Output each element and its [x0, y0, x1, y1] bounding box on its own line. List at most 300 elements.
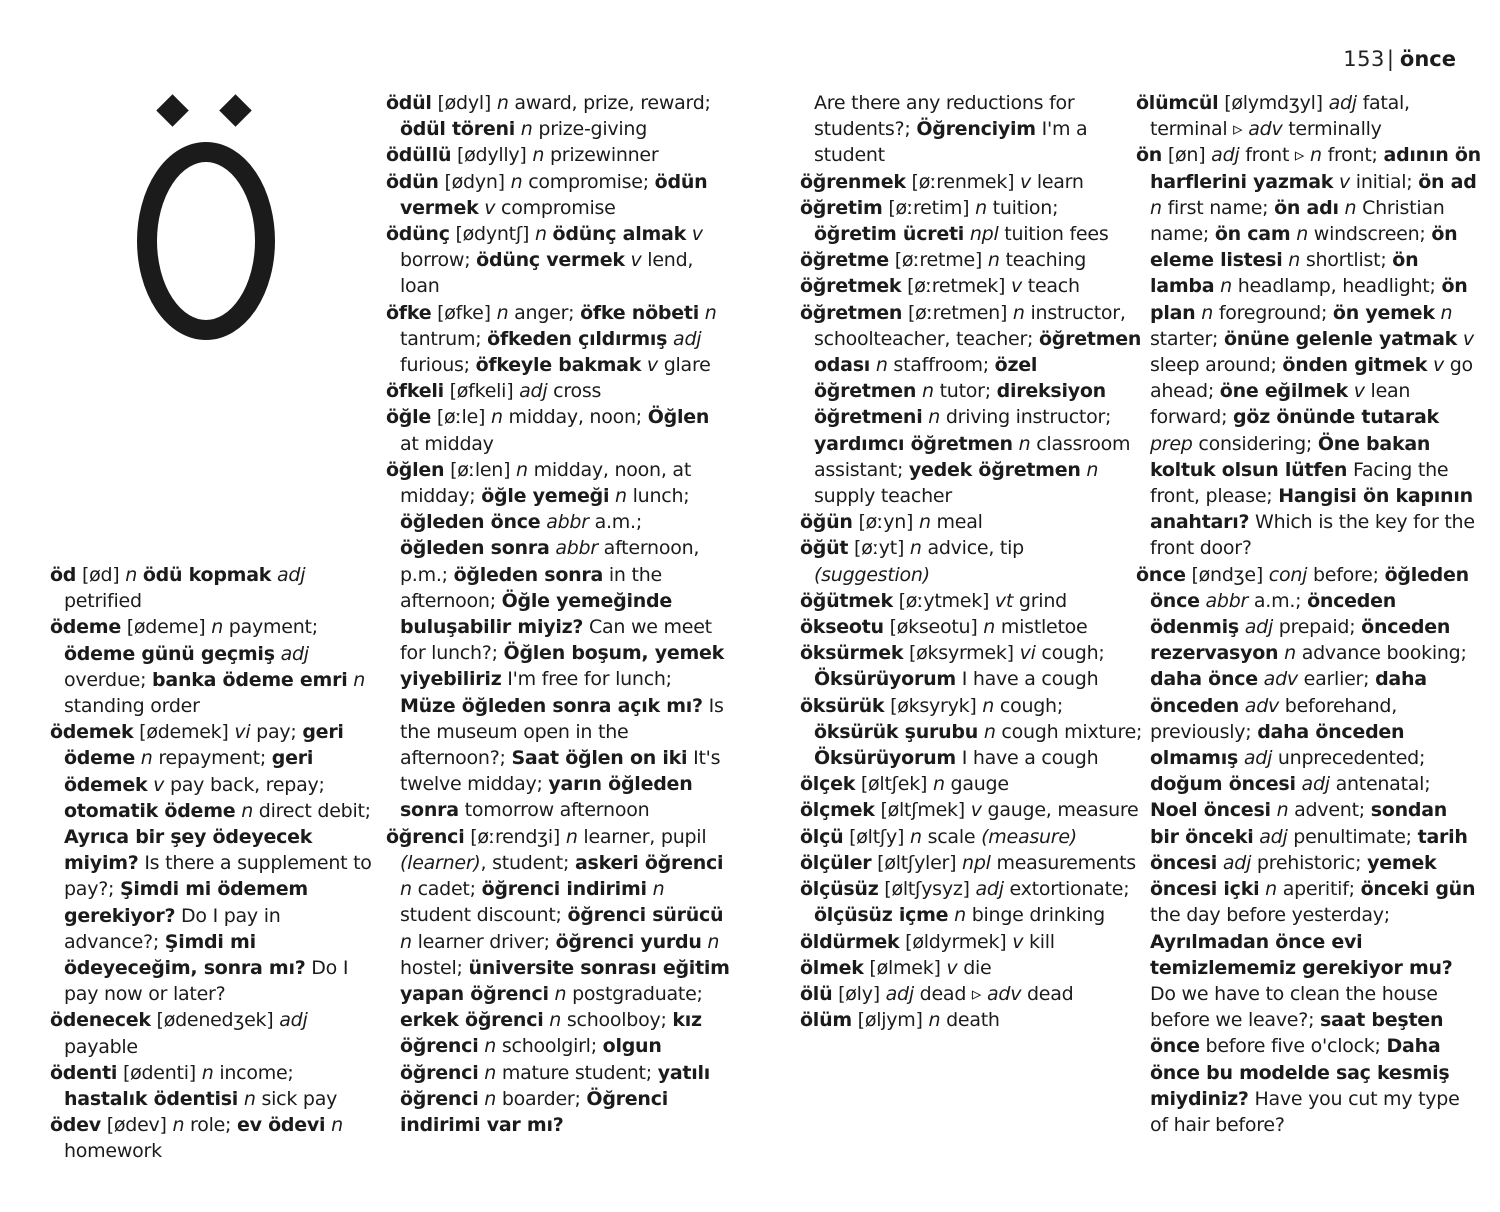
- entry-headword: doğum öncesi: [1150, 773, 1296, 796]
- entry-text: supply teacher: [814, 485, 952, 508]
- entry-headword: ödül: [386, 92, 432, 114]
- entry-text: a.m.;: [1248, 589, 1308, 612]
- entry-headword: öğrenci indirimi: [481, 878, 647, 901]
- page-number: 153: [1343, 47, 1385, 71]
- entry-headword: ölçüler: [800, 851, 872, 874]
- entry-text: [øːlen]: [444, 458, 517, 481]
- entry-headword: öğüt: [800, 537, 849, 560]
- entry-headword: öksürük şurubu: [814, 720, 979, 743]
- entry-grammar-label: n: [652, 878, 665, 901]
- entry-headword: erkek öğrenci: [400, 1009, 544, 1032]
- entry-grammar-label: adj: [1222, 851, 1252, 874]
- entry-grammar-label: npl: [969, 223, 999, 246]
- entry-headword: öğütmek: [800, 589, 893, 612]
- dictionary-entry: [800, 850, 1145, 876]
- entry-text: Do I pay in advance?;: [64, 904, 281, 953]
- entry-text: Is there a supplement to pay?;: [64, 852, 372, 901]
- entry-text: boarder;: [496, 1087, 587, 1110]
- entry-headword: ödenecek: [50, 1009, 151, 1032]
- entry-headword: öğleden sonra: [400, 537, 550, 560]
- dictionary-entry: [800, 273, 1145, 299]
- entry-text: cadet;: [411, 878, 482, 901]
- entry-headword: ön: [1136, 144, 1163, 167]
- entry-grammar-label: n: [243, 1088, 256, 1111]
- entry-text: I'm free for lunch;: [501, 668, 672, 691]
- entry-grammar-label: npl: [962, 851, 991, 874]
- entry-headword: öğün: [800, 511, 853, 534]
- entry-text: dead ▹: [913, 982, 987, 1005]
- entry-grammar-label: n: [484, 1087, 497, 1110]
- entry-grammar-label: n: [484, 1035, 497, 1058]
- entry-headword: ölçüsüz içme: [814, 904, 949, 927]
- entry-headword: ev ödevi: [236, 1114, 326, 1137]
- dictionary-column-2: [386, 90, 731, 1138]
- entry-grammar-label: adj: [1328, 92, 1357, 114]
- entry-headword: otomatik ödeme: [64, 799, 236, 822]
- entry-headword: banka ödeme emri: [152, 668, 348, 691]
- entry-text: [ølymdʒyl]: [1218, 92, 1329, 114]
- dictionary-entry: [50, 719, 380, 1007]
- entry-text: [øːyn]: [852, 511, 919, 534]
- entry-grammar-label: n: [910, 825, 922, 848]
- entry-text: repayment;: [152, 747, 272, 770]
- dictionary-entry: [386, 142, 731, 168]
- dictionary-entry: [386, 378, 731, 404]
- entry-grammar-label: adj: [1244, 616, 1273, 639]
- entry-text: Do I pay now or later?: [64, 957, 349, 1006]
- entry-text: [øːretme]: [888, 249, 988, 272]
- dictionary-entry: [50, 1112, 380, 1164]
- entry-grammar-label: n: [1018, 432, 1031, 455]
- entry-grammar-label: adj: [1301, 773, 1330, 796]
- entry-headword: ön ad: [1418, 170, 1477, 193]
- entry-headword: öğretmek: [800, 275, 902, 298]
- entry-text: lunch;: [626, 485, 690, 508]
- entry-grammar-label: n: [1310, 144, 1322, 167]
- entry-text: headlamp, headlight;: [1231, 275, 1442, 298]
- entry-grammar-label: v: [691, 223, 703, 246]
- dictionary-entry: [386, 169, 731, 221]
- entry-headword: ön lamba: [1150, 249, 1419, 298]
- entry-text: first name;: [1161, 196, 1275, 219]
- entry-headword: önden gitmek: [1282, 354, 1428, 377]
- entry-grammar-label: n: [496, 301, 509, 324]
- entry-text: [øfke]: [431, 301, 497, 324]
- entry-text: [øndʒe]: [1185, 563, 1269, 586]
- entry-grammar-label: vi: [1019, 642, 1036, 665]
- entry-grammar-label: n: [554, 982, 567, 1005]
- entry-headword: geri ödemek: [64, 747, 314, 796]
- entry-grammar-label: v: [1010, 275, 1022, 298]
- entry-text: teach: [1021, 275, 1080, 298]
- entry-grammar-label: n: [490, 406, 503, 429]
- dictionary-entry: [1136, 142, 1481, 561]
- entry-text: binge drinking: [965, 904, 1105, 927]
- entry-text: [ødenedʒek]: [150, 1009, 280, 1032]
- entry-grammar-label: (suggestion): [814, 563, 930, 586]
- entry-grammar-label: n: [1344, 196, 1357, 219]
- entry-headword: üniversite sonrası eğitim yapan öğrenci: [400, 956, 730, 1005]
- entry-text: [øːytmek]: [892, 589, 995, 612]
- entry-text: unprecedented;: [1272, 747, 1426, 770]
- entry-grammar-label: n: [982, 694, 995, 717]
- entry-grammar-label: n: [549, 1009, 562, 1032]
- entry-text: hostel;: [400, 956, 469, 979]
- entry-grammar-label: n: [1012, 301, 1025, 324]
- entry-grammar-label: n: [1440, 301, 1453, 324]
- entry-text: Which is the key for the front door?: [1150, 511, 1475, 560]
- entry-headword: ödeme günü geçmiş: [64, 642, 275, 665]
- entry-text: Can we meet for lunch?;: [400, 616, 712, 665]
- entry-text: cough;: [994, 694, 1063, 717]
- entry-headword: Noel öncesi: [1150, 799, 1271, 822]
- entry-grammar-label: n: [928, 406, 941, 429]
- dictionary-entry: [800, 1007, 1145, 1033]
- dictionary-entry: [800, 195, 1145, 247]
- entry-text: cross: [547, 380, 602, 403]
- entry-grammar-label: n: [928, 1009, 941, 1032]
- entry-text: prepaid;: [1272, 616, 1362, 639]
- entry-text: midday, noon;: [502, 406, 648, 429]
- entry-grammar-label: n: [875, 354, 888, 377]
- entry-headword: Öne bakan koltuk olsun lütfen: [1150, 432, 1431, 481]
- dictionary-entry: [800, 169, 1145, 195]
- entry-grammar-label: (measure): [981, 825, 1077, 848]
- dictionary-entry: [50, 1007, 380, 1059]
- entry-headword: Öksürüyorum: [814, 668, 956, 691]
- entry-grammar-label: adv: [1263, 668, 1298, 691]
- entry-headword: Şimdi mi ödeyeceğim, sonra mı?: [64, 930, 306, 980]
- entry-grammar-label: adv: [1244, 694, 1279, 717]
- entry-grammar-label: adj: [975, 878, 1004, 901]
- entry-headword: öğleden önce: [400, 511, 541, 534]
- entry-text: payable: [64, 1035, 138, 1058]
- entry-text: the day before yesterday;: [1150, 904, 1390, 927]
- entry-text: [ødyl]: [431, 92, 497, 114]
- entry-headword: ödün: [386, 170, 439, 193]
- entry-grammar-label: n: [331, 1114, 343, 1137]
- entry-headword: ökseotu: [800, 616, 884, 639]
- entry-text: [øːrenmek]: [905, 170, 1021, 193]
- entry-headword: öğle yemeği: [481, 485, 610, 508]
- entry-headword: öğretmen: [800, 301, 903, 324]
- entry-text: [ød]: [76, 564, 126, 586]
- entry-headword: hastalık ödentisi: [64, 1088, 239, 1111]
- entry-grammar-label: n: [1276, 799, 1289, 822]
- entry-text: [øːretmen]: [902, 301, 1013, 324]
- entry-grammar-label: n: [1296, 223, 1308, 246]
- entry-grammar-label: vt: [994, 589, 1014, 612]
- entry-text: anger;: [508, 301, 581, 324]
- entry-text: [ølmek]: [863, 956, 947, 979]
- entry-grammar-label: n: [918, 511, 931, 534]
- entry-headword: öğretim ücreti: [814, 223, 965, 246]
- entry-grammar-label: adj: [280, 642, 309, 665]
- entry-grammar-label: n: [615, 485, 627, 508]
- entry-text: Have you cut my type of hair before?: [1150, 1087, 1460, 1136]
- entry-text: furious;: [400, 354, 476, 377]
- entry-grammar-label: n: [922, 380, 934, 403]
- page-header: [1343, 44, 1456, 74]
- entry-headword: Ayrıca bir şey ödeyecek miyim?: [64, 826, 313, 875]
- dictionary-entry: [800, 300, 1145, 510]
- dictionary-entry: [800, 797, 1145, 823]
- entry-grammar-label: v: [1339, 170, 1350, 193]
- entry-grammar-label: n: [400, 878, 412, 901]
- entry-headword: önceden ödenmiş: [1150, 589, 1397, 639]
- entry-grammar-label: n: [172, 1114, 185, 1137]
- entry-grammar-label: n: [510, 170, 523, 193]
- entry-text: classroom assistant;: [814, 432, 1131, 481]
- entry-grammar-label: n: [1086, 458, 1099, 481]
- entry-text: Do we have to clean the house before we leave?;: [1150, 982, 1438, 1032]
- entry-text: shortlist;: [1300, 249, 1393, 272]
- entry-grammar-label: adv: [987, 982, 1022, 1005]
- entry-text: [øksyryk]: [884, 694, 983, 717]
- entry-text: [øːyt]: [848, 537, 910, 560]
- dictionary-entry: [386, 300, 731, 379]
- entry-text: antenatal;: [1329, 773, 1431, 796]
- entry-headword: ön cam: [1214, 223, 1291, 246]
- dictionary-entry: [386, 221, 731, 300]
- entry-headword: ödüllü: [386, 144, 452, 167]
- entry-grammar-label: v: [1353, 380, 1365, 403]
- entry-text: postgraduate;: [566, 982, 703, 1005]
- entry-text: [øːretim]: [882, 196, 976, 219]
- entry-headword: ölçüsüz: [800, 878, 879, 901]
- entry-grammar-label: n: [1265, 878, 1277, 901]
- entry-text: schoolgirl;: [496, 1035, 603, 1058]
- entry-grammar-label: n: [932, 773, 945, 796]
- entry-text: midday, noon, at midday;: [400, 458, 692, 508]
- entry-headword: önce: [1136, 563, 1186, 586]
- entry-text: [øfkeli]: [443, 380, 520, 403]
- entry-text: scale: [921, 825, 982, 848]
- dictionary-column-4: [1136, 90, 1481, 1138]
- entry-grammar-label: adj: [673, 327, 702, 350]
- entry-text: student discount;: [400, 904, 568, 927]
- entry-text: learner, pupil: [577, 825, 707, 848]
- entry-text: before five o'clock;: [1199, 1035, 1387, 1058]
- entry-text: considering;: [1192, 432, 1318, 455]
- entry-text: afternoon, p.m.;: [400, 537, 700, 586]
- entry-headword: Öğlen boşum, yemek yiyebiliriz: [400, 642, 725, 691]
- entry-grammar-label: v: [1432, 354, 1444, 377]
- entry-headword: ödev: [50, 1114, 101, 1137]
- entry-grammar-label: n: [516, 458, 528, 481]
- entry-text: advance booking;: [1295, 642, 1467, 665]
- entry-headword: yarın öğleden sonra: [400, 773, 693, 822]
- entry-grammar-label: v: [646, 354, 658, 377]
- entry-grammar-label: v: [946, 956, 958, 979]
- entry-text: compromise;: [522, 170, 655, 193]
- entry-grammar-label: n: [1220, 275, 1232, 298]
- entry-headword: Öğrenciyim: [916, 118, 1036, 141]
- entry-headword: öğle: [386, 406, 432, 429]
- entry-text: gauge: [944, 773, 1009, 796]
- entry-headword: ölüm: [800, 1009, 852, 1032]
- entry-text: before;: [1307, 563, 1385, 586]
- entry-grammar-label: adv: [1248, 118, 1283, 141]
- entry-text: [øltʃmek]: [874, 799, 971, 822]
- dictionary-column-1: [50, 562, 380, 1165]
- dictionary-entry: [386, 90, 731, 142]
- entry-text: [øltʃy]: [843, 825, 910, 848]
- entry-headword: öksürmek: [800, 642, 904, 665]
- entry-text: [øltʃek]: [855, 773, 933, 796]
- entry-headword: Öğrenci indirimi var mı?: [400, 1087, 668, 1136]
- entry-text: Facing the front, please;: [1150, 458, 1449, 508]
- entry-headword: ölçü: [800, 825, 844, 848]
- entry-text: [øːle]: [431, 406, 491, 429]
- entry-grammar-label: conj: [1268, 563, 1308, 586]
- entry-text: tantrum;: [400, 327, 488, 350]
- entry-headword: ölçmek: [800, 799, 875, 822]
- entry-grammar-label: n: [1288, 249, 1301, 272]
- entry-headword: ön yemek: [1332, 301, 1435, 324]
- entry-headword: Öğle yemeğinde buluşabilir miyiz?: [400, 589, 672, 639]
- entry-grammar-label: n: [534, 223, 547, 246]
- entry-headword: daha önceden olmamış: [1150, 720, 1405, 770]
- entry-grammar-label: n: [975, 196, 987, 219]
- entry-text: go ahead;: [1150, 354, 1473, 403]
- dictionary-entry: [800, 535, 1145, 587]
- entry-grammar-label: n: [484, 1061, 497, 1084]
- entry-text: in the afternoon;: [400, 563, 662, 612]
- entry-text: earlier;: [1297, 668, 1376, 691]
- entry-text: [øldyrmek]: [899, 930, 1013, 953]
- entry-text: mature student;: [496, 1061, 658, 1084]
- entry-text: I have a cough: [955, 668, 1099, 691]
- entry-headword: tarih öncesi: [1150, 825, 1468, 874]
- entry-text: Christian name;: [1150, 196, 1445, 246]
- entry-headword: yemek öncesi içki: [1150, 851, 1437, 901]
- entry-text: borrow;: [400, 249, 477, 272]
- entry-headword: öğleden önce: [1150, 563, 1469, 612]
- entry-text: prizewinner: [544, 144, 659, 167]
- dictionary-entry: [386, 457, 731, 824]
- entry-text: award, prize, reward;: [508, 92, 711, 114]
- entry-text: prehistoric;: [1251, 851, 1368, 874]
- entry-text: die: [957, 956, 992, 979]
- entry-grammar-label: v: [970, 799, 982, 822]
- entry-grammar-label: n: [954, 904, 966, 927]
- dictionary-entry: [50, 1060, 380, 1112]
- entry-text: tomorrow afternoon: [458, 799, 650, 822]
- entry-grammar-label: n: [1284, 642, 1296, 665]
- dictionary-entry: [800, 90, 1145, 169]
- entry-text: grind: [1013, 589, 1067, 612]
- entry-grammar-label: adj: [1243, 747, 1273, 770]
- entry-headword: ödünç vermek: [476, 249, 625, 272]
- entry-grammar-label: v: [1462, 327, 1474, 350]
- entry-text: petrified: [64, 590, 142, 613]
- entry-grammar-label: v: [153, 773, 165, 796]
- entry-headword: önceki gün: [1360, 878, 1476, 901]
- dictionary-entry: [800, 247, 1145, 273]
- entry-headword: ön eleme listesi: [1150, 223, 1458, 272]
- entry-text: prize-giving: [532, 118, 648, 141]
- entry-headword: ödün vermek: [400, 170, 708, 219]
- dictionary-column-3: [800, 90, 1145, 1033]
- entry-headword: askeri öğrenci: [574, 851, 724, 874]
- entry-text: tuition;: [986, 196, 1059, 219]
- entry-grammar-label: n: [1201, 301, 1214, 324]
- entry-headword: Hangisi ön kapının anahtarı?: [1150, 485, 1473, 534]
- guide-word: önce: [1399, 47, 1456, 71]
- entry-text: cough mixture;: [995, 720, 1143, 743]
- entry-grammar-label: (learner): [400, 851, 481, 874]
- entry-text: tutor;: [933, 380, 997, 403]
- entry-grammar-label: n: [983, 616, 996, 639]
- entry-headword: ödenti: [50, 1061, 118, 1084]
- entry-text: overdue;: [64, 668, 153, 691]
- entry-headword: özel öğretmen: [814, 354, 1038, 403]
- entry-headword: önceden rezervasyon: [1150, 616, 1451, 665]
- entry-grammar-label: v: [484, 196, 496, 219]
- entry-text: meal: [930, 511, 983, 534]
- entry-headword: daha önceden: [1150, 668, 1427, 717]
- entry-headword: Ayrılmadan önce evi temizlememiz gerekiyor mu?: [1150, 930, 1453, 979]
- entry-text: schoolboy;: [561, 1009, 673, 1032]
- entry-headword: ön plan: [1150, 275, 1468, 324]
- entry-text: a.m.;: [588, 511, 642, 534]
- entry-headword: Daha önce bu modelde saç kesmiş miydiniz?: [1150, 1035, 1450, 1110]
- entry-grammar-label: n: [125, 564, 138, 586]
- dictionary-entry: [800, 588, 1145, 614]
- entry-headword: adının ön harflerini yazmak: [1150, 144, 1481, 193]
- entry-grammar-label: n: [241, 799, 253, 822]
- entry-text: front;: [1321, 144, 1384, 167]
- entry-text: role;: [184, 1114, 237, 1137]
- entry-grammar-label: n: [704, 301, 717, 324]
- entry-grammar-label: n: [201, 1061, 214, 1084]
- entry-grammar-label: abbr: [555, 537, 598, 560]
- entry-text: measurements: [990, 851, 1136, 874]
- entry-text: tuition fees: [998, 223, 1109, 246]
- entry-headword: saat beşten önce: [1150, 1009, 1444, 1058]
- entry-headword: ölümcül: [1136, 92, 1219, 114]
- dictionary-entry: [800, 981, 1145, 1007]
- entry-text: homework: [64, 1140, 162, 1163]
- entry-headword: direksiyon öğretmeni: [814, 380, 1106, 429]
- entry-headword: ön adı: [1274, 196, 1339, 219]
- entry-text: compromise: [495, 196, 616, 219]
- entry-grammar-label: adj: [1259, 825, 1288, 848]
- entry-text: penultimate;: [1287, 825, 1418, 848]
- dictionary-entry: [800, 509, 1145, 535]
- entry-headword: öğrenci sürücü: [567, 904, 724, 927]
- entry-grammar-label: adj: [279, 1009, 308, 1032]
- entry-headword: ödünç: [386, 223, 450, 246]
- entry-headword: Müze öğleden sonra açık mı?: [400, 694, 703, 717]
- entry-headword: öğretme: [800, 249, 889, 272]
- entry-text: staffroom;: [887, 354, 995, 377]
- entry-text: sleep around;: [1150, 354, 1283, 377]
- entry-text: advent;: [1288, 799, 1371, 822]
- entry-headword: öfke: [386, 301, 432, 324]
- entry-grammar-label: n: [1150, 196, 1162, 219]
- entry-text: [øltʃyler]: [871, 851, 963, 874]
- entry-text: dead: [1021, 982, 1074, 1005]
- dictionary-entry: [1136, 562, 1481, 1138]
- entry-text: driving instructor;: [940, 406, 1112, 429]
- entry-headword: Şimdi mi ödemem gerekiyor?: [64, 878, 308, 927]
- entry-text: Is the museum open in the afternoon?;: [400, 694, 724, 770]
- entry-text: learner driver;: [411, 930, 556, 953]
- entry-headword: Saat öğlen on iki: [511, 747, 688, 770]
- entry-text: mistletoe: [995, 616, 1088, 639]
